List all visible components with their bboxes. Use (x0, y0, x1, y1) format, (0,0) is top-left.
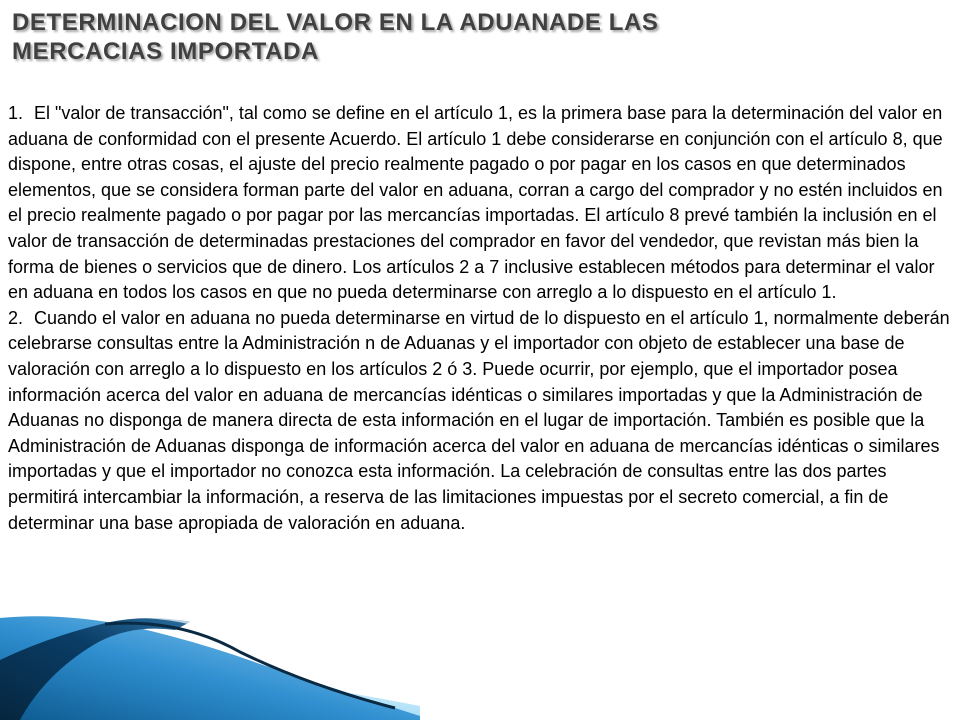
paragraph-1-number: 1. (8, 103, 24, 123)
paragraph-1 (8, 101, 953, 306)
paragraph-2-number: 2. (8, 307, 24, 328)
slide-title (12, 8, 912, 66)
paragraph-2-text: Cuando el valor en aduana no pueda determinarse en virtud de lo dispuesto en el artículo 1, normalmente deberán celebrarse consultas entre la Administración n de Aduanas y el importador con objeto de establecer una base de valoración con arreglo a lo dispuesto en los artículos 2 ó 3. Puede ocurrir, por ejemplo, que el importador posea información acerca del valor en aduana de mercancías idénticas o similares importadas y que la Administración de Aduanas no disponga de manera directa de esta información en el lugar de importación. También es posible que la Administración de Aduanas disponga de información acerca del valor en aduana de mercancías idénticas o similares importadas y que el importador no conozca esta información. La celebración de consultas entre las dos partes permitirá intercambiar la información, a reserva de las limitaciones impuestas por el secreto comercial, a fin de determinar una base apropiada de valoración en aduana. (8, 307, 950, 533)
paragraph-2 (8, 306, 953, 536)
title-line-1: DETERMINACION DEL VALOR EN LA ADUANADE LAS (12, 9, 659, 36)
title-line-2: MERCACIAS IMPORTADA (12, 38, 319, 65)
decorative-swoosh (0, 560, 420, 720)
decor-band-blue (0, 616, 420, 720)
paragraph-1-text: El "valor de transacción", tal como se define en el artículo 1, es la primera base para la determinación del valor en aduana de conformidad con el presente Acuerdo. El artículo 1 debe considerarse en conjunción con el artículo 8, que dispone, entre otras cosas, el ajuste del precio realmente pagado o por pagar en los casos en que determinados elementos, que se considera forman parte del valor en aduana, corran a cargo del comprador y no estén incluidos en el precio realmente pagado o por pagar por las mercancías importadas. El artículo 8 prevé también la inclusión en el valor de transacción de determinadas prestaciones del comprador en favor del vendedor, que revistan más bien la forma de bienes o servicios que de dinero. Los artículos 2 a 7 inclusive establecen métodos para determinar el valor en aduana en todos los casos en que no pueda determinarse con arreglo a lo dispuesto en el artículo 1. (8, 103, 943, 303)
body-text (8, 101, 953, 536)
